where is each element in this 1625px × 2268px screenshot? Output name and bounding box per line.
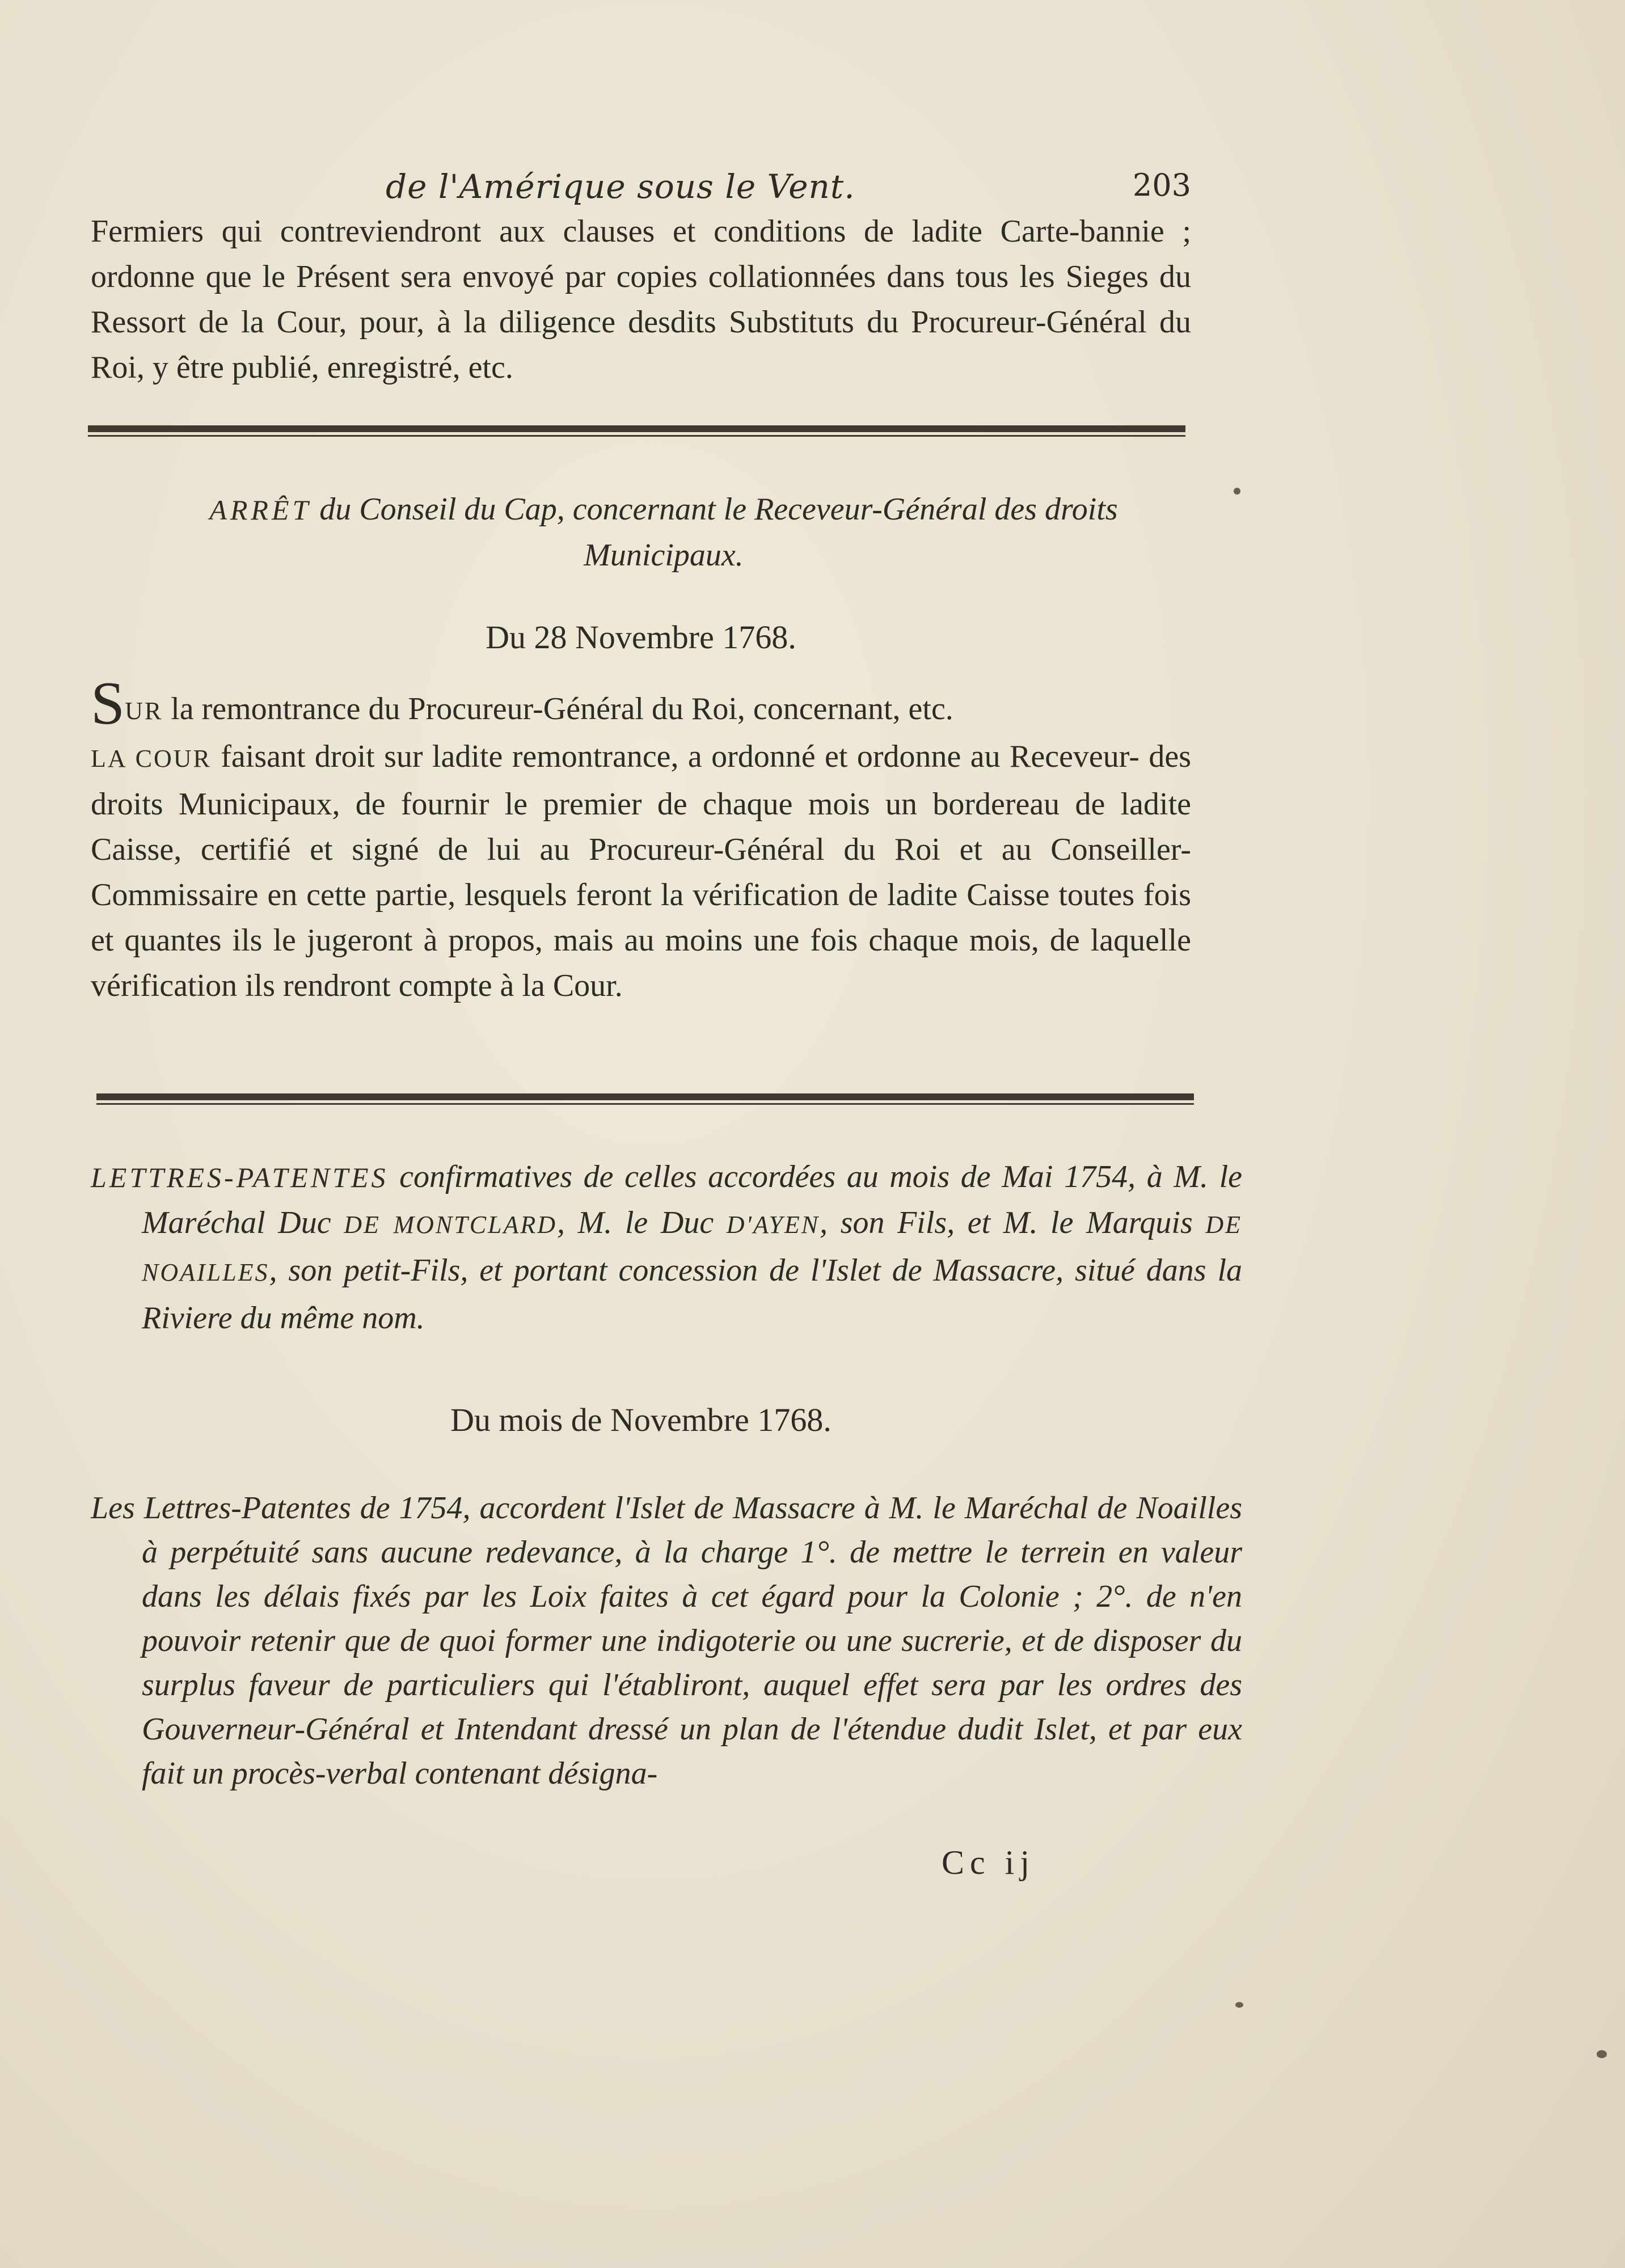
signature-mark: Cc ij: [942, 1844, 1035, 1881]
arret-date: Du 28 Novembre 1768.: [486, 619, 796, 656]
section-divider-1: [88, 425, 1185, 438]
name-noailles: DE NOAILLES: [142, 1211, 1243, 1286]
lp-heading-part1: confirmatives de celles accordées au mois de Mai 1754, à M. le Maréchal Duc: [142, 1159, 1242, 1240]
arret-body-paragraph: [91, 670, 1191, 1008]
name-ayen: D'AYEN: [726, 1211, 820, 1239]
section-divider-2: [96, 1093, 1194, 1106]
divider-thick-line: [96, 1093, 1194, 1100]
paper-speck: [1235, 2002, 1243, 2008]
arret-heading-text: du Conseil du Cap, concernant le Receveur-Général des droits Municipaux.: [311, 492, 1118, 573]
arret-heading-caps: ARRÊT: [209, 494, 312, 526]
arret-body-rest: faisant droit sur ladite remontrance, a ordonné et ordonne au Receveur- des droits Municipaux, de fournir le premier de chaque mois un bordereau de ladite Caisse, certifié et signé de lui au Procureur-Général du Roi et au Conseiller-Commissaire en cette partie, lesquels feront la vérification de ladite Caisse toutes fois et quantes ils le jugeront à propos, mais au moins une fois chaque mois, de laquelle vérification ils rendront compte à la Cour.: [91, 739, 1191, 1003]
divider-thin-line: [96, 1103, 1194, 1105]
divider-thin-line: [88, 435, 1185, 437]
name-montclard: DE MONTCLARD: [344, 1211, 558, 1239]
lettres-patentes-date: Du mois de Novembre 1768.: [450, 1401, 832, 1438]
arret-body: [91, 670, 1191, 1008]
lettres-patentes-body: Les Lettres-Patentes de 1754, accordent l'Islet de Massacre à M. le Maréchal de Noailles à perpétuité sans aucune redevance, à la charge 1°. de mettre le terrein en valeur dans les délais fixés par les Loix faites à cet égard pour la Colonie ; 2°. de n'en pouvoir retenir que de quoi former une indigoterie ou une sucrerie, et de disposer du surplus faveur de particuliers qui l'établiront, auquel effet sera par les ordres des Gouverneur-Général et Intendant dressé un plan de l'étendue dudit Islet, et par eux fait un procès-verbal contenant désigna-: [91, 1490, 1242, 1791]
divider-thick-line: [88, 425, 1185, 432]
arret-body-first: la remontrance du Procureur-Général du Roi, concernant, etc.: [163, 691, 953, 727]
lp-heading-part4: , son petit-Fils, et portant concession de l'Islet de Massacre, situé dans la Riviere du même nom.: [142, 1253, 1242, 1336]
running-head: [91, 162, 1191, 213]
lp-heading-part2: , M. le Duc: [557, 1205, 727, 1240]
arret-heading: [136, 487, 1191, 578]
paper-speck: [1597, 2050, 1607, 2058]
page-number: 203: [1132, 167, 1191, 203]
court-caps: LA COUR: [91, 745, 212, 772]
running-head-title: de l'Amérique sous le Vent.: [386, 167, 855, 206]
lettres-patentes-caps: LETTRES-PATENTES: [91, 1162, 389, 1193]
drop-cap: S: [91, 670, 125, 737]
paper-speck: [1234, 488, 1240, 495]
lettres-patentes-heading: [91, 1154, 1242, 1341]
lp-heading-part3: , son Fils, et M. le Marquis: [820, 1205, 1206, 1240]
continuation-text: Fermiers qui contreviendront aux clauses et conditions de ladite Carte-bannie ; ordonne que le Présent sera envoyé par copies collationnées dans tous les Sieges du Ressort de la Cour, pour, à la diligence desdits Substituts du Procureur-Général du Roi, y être publié, enregistré, etc.: [91, 214, 1191, 385]
continuation-paragraph: [91, 209, 1191, 390]
lead-caps: UR: [125, 697, 163, 725]
